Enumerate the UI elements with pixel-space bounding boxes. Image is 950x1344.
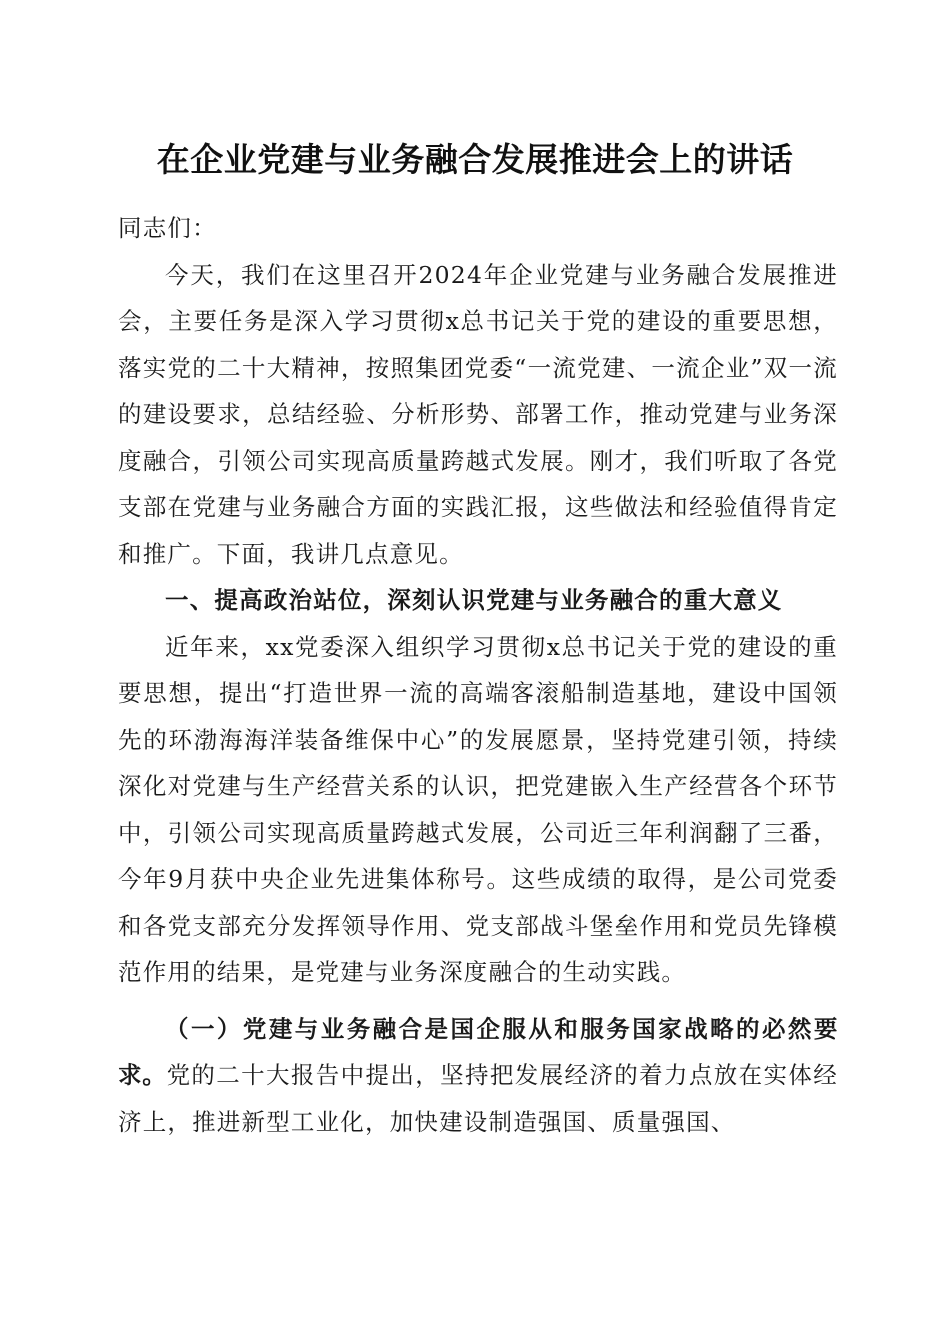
- document-body: [118, 205, 838, 1145]
- subsection-1-paragraph: [118, 1006, 838, 1146]
- document-title: 在企业党建与业务融合发展推进会上的讲话: [156, 140, 794, 179]
- section-heading-1: 一、提高政治站位，深刻认识党建与业务融合的重大意义: [165, 586, 783, 614]
- salutation: 同志们：: [118, 214, 217, 242]
- intro-paragraph: 今天，我们在这里召开2024年企业党建与业务融合发展推进会，主要任务是深入学习贯彻x总书记关于党的建设的重要思想，落实党的二十大精神，按照集团党委“一流党建、一流企业”双一流的建设要求，总结经验、分析形势、部署工作，推动党建与业务深度融合，引领公司实现高质量跨越式发展。刚才，我们听取了各党支部在党建与业务融合方面的实践汇报，这些做法和经验值得肯定和推广。下面，我讲几点意见。: [118, 260, 838, 568]
- subsection-1-heading: （一）党建与业务融合是国企服从和服务国家战略的必然要求。: [118, 1014, 838, 1089]
- subsection-1-text: 党的二十大报告中提出，坚持把发展经济的着力点放在实体经济上，推进新型工业化，加快建设制造强国、质量强国、: [118, 1061, 839, 1136]
- section-1-paragraph: 近年来，xx党委深入组织学习贯彻x总书记关于党的建设的重要思想，提出“打造世界一流的高端客滚船制造基地，建设中国领先的环渤海海洋装备维保中心”的发展愿景，坚持党建引领，持续深化对党建与生产经营关系的认识，把党建嵌入生产经营各个环节中，引领公司实现高质量跨越式发展，公司近三年利润翻了三番，今年9月获中央企业先进集体称号。这些成绩的取得，是公司党委和各党支部充分发挥领导作用、党支部战斗堡垒作用和党员先锋模范作用的结果，是党建与业务深度融合的生动实践。: [118, 632, 838, 986]
